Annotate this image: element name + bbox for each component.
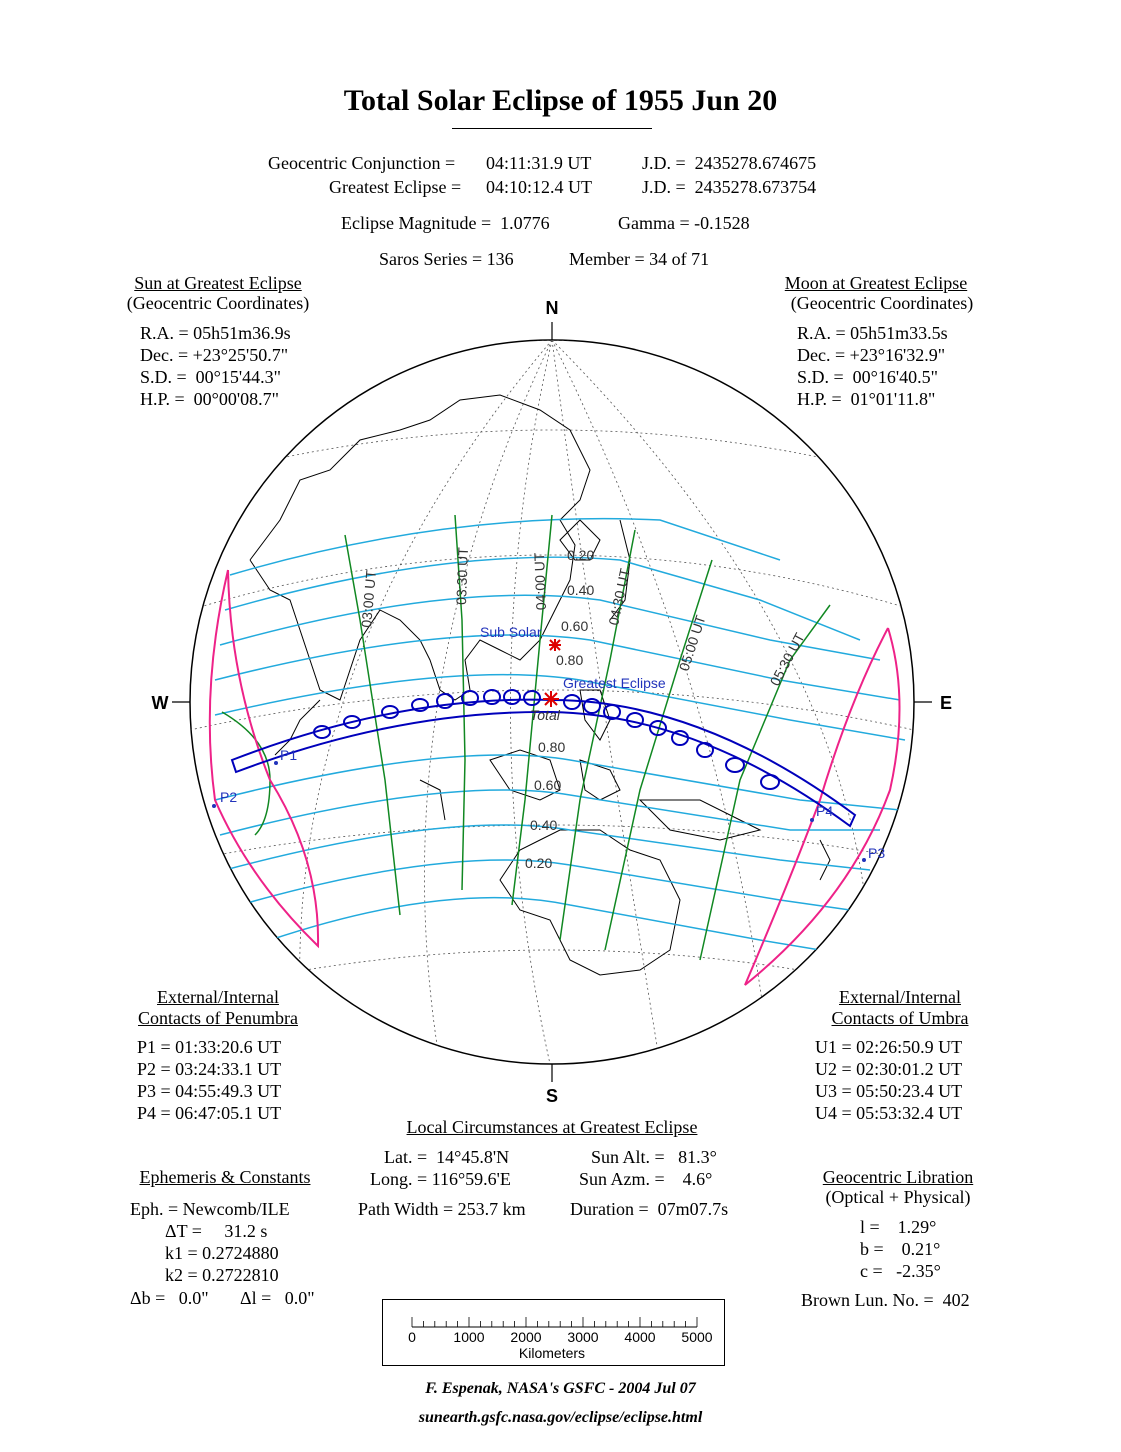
time-label-0500: 05:00 UT	[675, 613, 709, 673]
ephemeris-k1: k1 = 0.2724880	[165, 1243, 279, 1263]
sun-ra: R.A. = 05h51m36.9s	[140, 323, 291, 343]
time-label-0330: 03:30 UT	[453, 546, 472, 606]
mag-label-south-3: 0.40	[530, 817, 558, 833]
compass-south: S	[545, 1086, 559, 1106]
greatest-eclipse-label: Greatest Eclipse =	[329, 177, 462, 197]
time-label-0300: 03:00 UT	[358, 569, 380, 629]
compass-north: N	[545, 298, 559, 318]
scale-tick-3000: 3000	[567, 1329, 599, 1345]
p3-label: P3	[868, 845, 886, 861]
moon-sd: S.D. = 00°16'40.5"	[797, 367, 938, 387]
mag-label-north-2: 0.40	[567, 582, 595, 598]
compass-east: E	[939, 693, 953, 713]
mag-label-south-4: 0.20	[525, 855, 553, 871]
umbra-u4: U4 = 05:53:32.4 UT	[815, 1103, 963, 1123]
time-label-0400: 04:00 UT	[530, 552, 549, 611]
mag-label-north-4: 0.80	[556, 652, 584, 668]
greatest-eclipse-time: 04:10:12.4 UT	[486, 177, 592, 197]
scale-tick-5000: 5000	[681, 1329, 713, 1345]
greatest-eclipse-jd: J.D. = 2435278.673754	[642, 177, 817, 197]
saros-series: Saros Series = 136	[379, 249, 514, 269]
ephemeris-eph: Eph. = Newcomb/ILE	[130, 1199, 290, 1219]
sun-sd: S.D. = 00°15'44.3"	[140, 367, 281, 387]
penumbra-heading-1: External/Internal	[157, 987, 279, 1007]
credit-line: F. Espenak, NASA's GSFC - 2004 Jul 07	[425, 1380, 696, 1397]
gamma: Gamma = -0.1528	[618, 213, 750, 233]
scale-tick-0: 0	[408, 1329, 416, 1345]
libration-c: c = -2.35°	[860, 1261, 941, 1281]
saros-member: Member = 34 of 71	[569, 249, 710, 269]
umbra-heading-2: Contacts of Umbra	[831, 1008, 969, 1028]
penumbra-p3: P3 = 04:55:49.3 UT	[137, 1081, 282, 1101]
local-heading: Local Circumstances at Greatest Eclipse	[406, 1117, 698, 1137]
sun-hp: H.P. = 00°00'08.7"	[140, 389, 279, 409]
libration-b: b = 0.21°	[860, 1239, 941, 1259]
ephemeris-dt: ΔT = 31.2 s	[165, 1221, 268, 1241]
scale-bar	[382, 1299, 726, 1367]
libration-heading: Geocentric Libration	[822, 1167, 974, 1187]
umbra-u2: U2 = 02:30:01.2 UT	[815, 1059, 963, 1079]
libration-l: l = 1.29°	[860, 1217, 937, 1237]
local-long: Long. = 116°59.6'E	[370, 1169, 511, 1189]
penumbra-p2: P2 = 03:24:33.1 UT	[137, 1059, 282, 1079]
moon-heading: Moon at Greatest Eclipse	[784, 273, 968, 293]
scale-tick-1000: 1000	[453, 1329, 485, 1345]
ephemeris-heading: Ephemeris & Constants	[139, 1167, 311, 1187]
greatest-eclipse-marker	[543, 691, 559, 707]
p2-label: P2	[220, 789, 238, 805]
ephemeris-db: Δb = 0.0"	[130, 1288, 209, 1308]
local-lat: Lat. = 14°45.8'N	[384, 1147, 510, 1167]
penumbra-p4: P4 = 06:47:05.1 UT	[137, 1103, 282, 1123]
eclipse-magnitude: Eclipse Magnitude = 1.0776	[341, 213, 550, 233]
sun-subheading: (Geocentric Coordinates)	[126, 293, 310, 313]
ephemeris-dl: Δl = 0.0"	[240, 1288, 315, 1308]
sun-dec: Dec. = +23°25'50.7"	[140, 345, 289, 365]
p1-label: P1	[280, 747, 298, 763]
source-url: sunearth.gsfc.nasa.gov/eclipse/eclipse.html	[418, 1409, 703, 1426]
local-sun-alt: Sun Alt. = 81.3°	[591, 1147, 717, 1167]
compass-west: W	[151, 693, 169, 713]
page-title: Total Solar Eclipse of 1955 Jun 20	[343, 84, 778, 117]
umbra-heading-1: External/Internal	[839, 987, 961, 1007]
sun-heading: Sun at Greatest Eclipse	[134, 273, 302, 293]
mag-label-north-1: 0.20	[567, 547, 595, 563]
local-path-width: Path Width = 253.7 km	[358, 1199, 526, 1219]
moon-subheading: (Geocentric Coordinates)	[790, 293, 974, 313]
brown-lunation: Brown Lun. No. = 402	[801, 1290, 970, 1310]
p4-label: P4	[816, 803, 834, 819]
mag-label-south-1: 0.80	[538, 739, 566, 755]
scale-tick-2000: 2000	[510, 1329, 542, 1345]
greatest-eclipse-label: Greatest Eclipse	[563, 675, 666, 691]
libration-subheading: (Optical + Physical)	[825, 1187, 971, 1207]
ephemeris-k2: k2 = 0.2722810	[165, 1265, 279, 1285]
local-duration: Duration = 07m07.7s	[570, 1199, 729, 1219]
moon-ra: R.A. = 05h51m33.5s	[797, 323, 948, 343]
total-label: Total	[530, 707, 560, 723]
umbra-u1: U1 = 02:26:50.9 UT	[815, 1037, 963, 1057]
penumbra-heading-2: Contacts of Penumbra	[138, 1008, 298, 1028]
time-label-0530: 05:30 UT	[766, 630, 808, 689]
geocentric-conjunction-jd: J.D. = 2435278.674675	[642, 153, 817, 173]
local-sun-azm: Sun Azm. = 4.6°	[579, 1169, 713, 1189]
penumbra-p1: P1 = 01:33:20.6 UT	[137, 1037, 282, 1057]
geocentric-conjunction-label: Geocentric Conjunction =	[268, 153, 456, 173]
geocentric-conjunction-time: 04:11:31.9 UT	[486, 153, 592, 173]
umbra-u3: U3 = 05:50:23.4 UT	[815, 1081, 963, 1101]
scale-tick-4000: 4000	[624, 1329, 656, 1345]
moon-hp: H.P. = 01°01'11.8"	[797, 389, 936, 409]
moon-dec: Dec. = +23°16'32.9"	[797, 345, 946, 365]
scale-unit: Kilometers	[518, 1345, 586, 1361]
sub-solar-marker	[549, 639, 561, 651]
mag-label-north-3: 0.60	[561, 618, 589, 634]
mag-label-south-2: 0.60	[534, 777, 562, 793]
time-label-0430: 04:30 UT	[605, 566, 633, 627]
sub-solar-label: Sub Solar	[480, 624, 542, 640]
